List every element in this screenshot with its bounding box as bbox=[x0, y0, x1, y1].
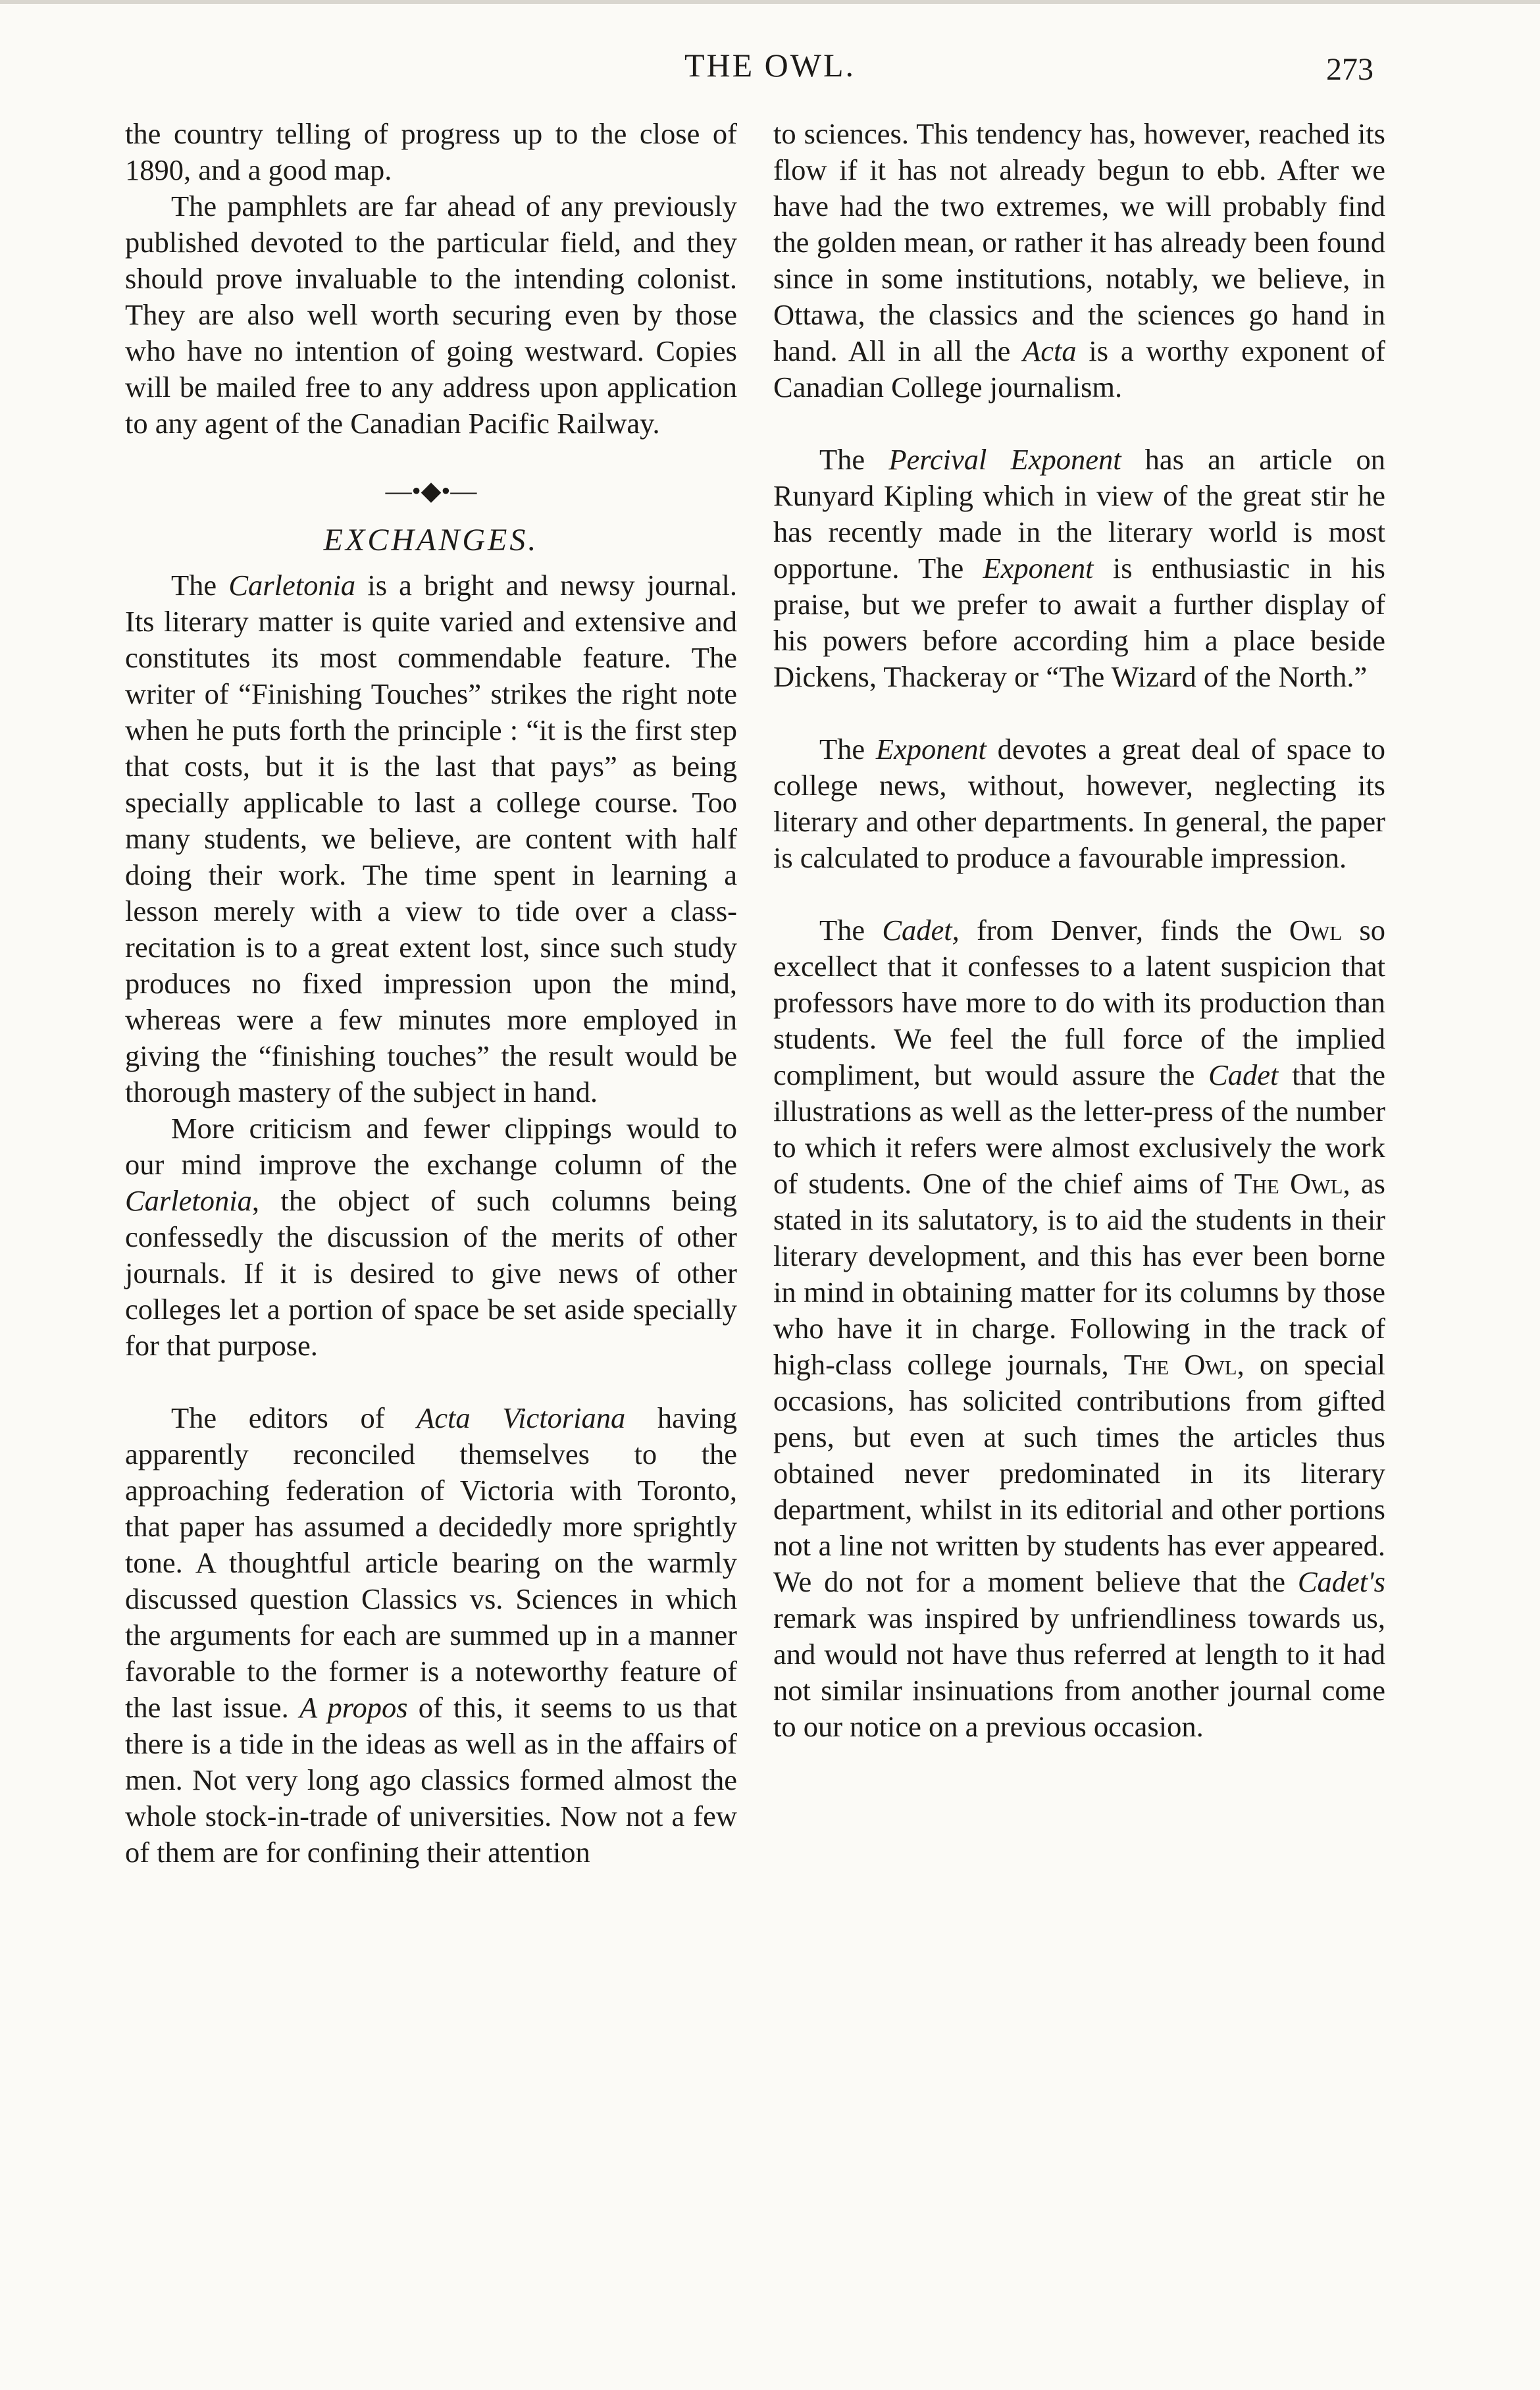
paragraph-percival-exponent: The Percival Exponent has an article on Runyard Kipling which in view of the great stir he has recently made in the literary world is most opportune. The Exponent is enthusiastic in his praise, but we prefer to await a further display of his powers before according him a place beside Dickens, Thackeray or “The Wizard of the North.” bbox=[773, 443, 1386, 693]
right-column bbox=[773, 116, 1385, 1745]
page-title: THE OWL. bbox=[684, 47, 856, 84]
section-divider-ornament: —•◆•— bbox=[385, 476, 477, 506]
paragraph-acta-victoriana: The editors of Acta Victoriana having apparently reconciled themselves to the approaching federation of Victoria with Toronto, that paper has assumed a decidedly more sprightly tone. A thoughtful article bearing on the warmly discussed question Classics vs. Sciences in which the arguments for each are summed up in a manner favorable to the former is a noteworthy feature of the last issue. A propos of this, it seems to us that there is a tide in the ideas as well as in the affairs of men. Not very long ago classics formed almost the whole stock-in-trade of universities. Now not a few of them are for confining their attention bbox=[125, 1401, 737, 1869]
running-head bbox=[0, 46, 1540, 92]
paragraph-pamphlets: The pamphlets are far ahead of any previously published devoted to the particular field, and they should prove invaluable to the intending colonist. They are also well worth securing even by those who have no intention of going westward. Copies will be mailed free to any address upon application to any agent of the Canadian Pacific Railway. bbox=[125, 190, 737, 440]
section-heading-exchanges: EXCHANGES. bbox=[323, 523, 539, 558]
page-number: 273 bbox=[1326, 52, 1373, 87]
left-column bbox=[125, 116, 737, 1871]
paragraph-carletonia: The Carletonia is a bright and newsy journal. Its literary matter is quite varied and extensive and constitutes its most commendable feature. The writer of “Finishing Touches” strikes the right note when he puts forth the principle : “it is the first step that costs, but it is the last that pays” as being specially applicable to last a college course. Too many students, we believe, are content with half doing their work. The time spent in learning a lesson merely with a view to tide over a class-recitation is to a great extent lost, since such study produces no fixed impression upon the mind, whereas were a few minutes more employed in giving the “finishing touches” the result would be thorough mastery of the subject in hand. bbox=[125, 569, 737, 1108]
paragraph-sciences: to sciences. This tendency has, however, reached its flow if it has not already begun to ebb. After we have had the two extremes, we will probably find the golden mean, or rather it has already been found since in some institutions, notably, we believe, in Ottawa, the classics and the sciences go hand in hand. All in all the Acta is a worthy exponent of Canadian College journalism. bbox=[773, 117, 1385, 403]
paragraph-exponent-news: The Exponent devotes a great deal of space to college news, without, however, neglecting its literary and other departments. In general, the paper is calculated to produce a favourable impression. bbox=[773, 733, 1385, 874]
paragraph-continued: the country telling of progress up to the close of 1890, and a good map. bbox=[125, 117, 737, 186]
paragraph-criticism: More criticism and fewer clippings would to our mind improve the exchange column of the Carletonia, the object of such columns being confessedly the discussion of the merits of other journals. If it is desired to give news of other colleges let a portion of space be set aside specially for that purpose. bbox=[125, 1112, 737, 1362]
paragraph-cadet: The Cadet, from Denver, finds the Owl so excellect that it confesses to a latent suspicion that professors have more to do with its production than students. We feel the full force of the implied compliment, but would assure the Cadet that the illustrations as well as the letter-press of the number to which it refers were almost exclusively the work of students. One of the chief aims of The Owl, as stated in its salutatory, is to aid the students in their literary development, and this has ever been borne in mind in obtaining matter for its columns by those who have it in charge. Following in the track of high-class college journals, The Owl, on special occasions, has solicited contributions from gifted pens, but even at such times the articles thus obtained never predominated in its literary department, whilst in its editorial and other portions not a line not written by students has ever appeared. We do not for a moment believe that the Cadet's remark was inspired by unfriendliness towards us, and would not have thus referred at length to it had not similar insinuations from another journal come to our notice on a previous occasion. bbox=[773, 914, 1385, 1743]
top-edge-rule bbox=[0, 0, 1540, 4]
